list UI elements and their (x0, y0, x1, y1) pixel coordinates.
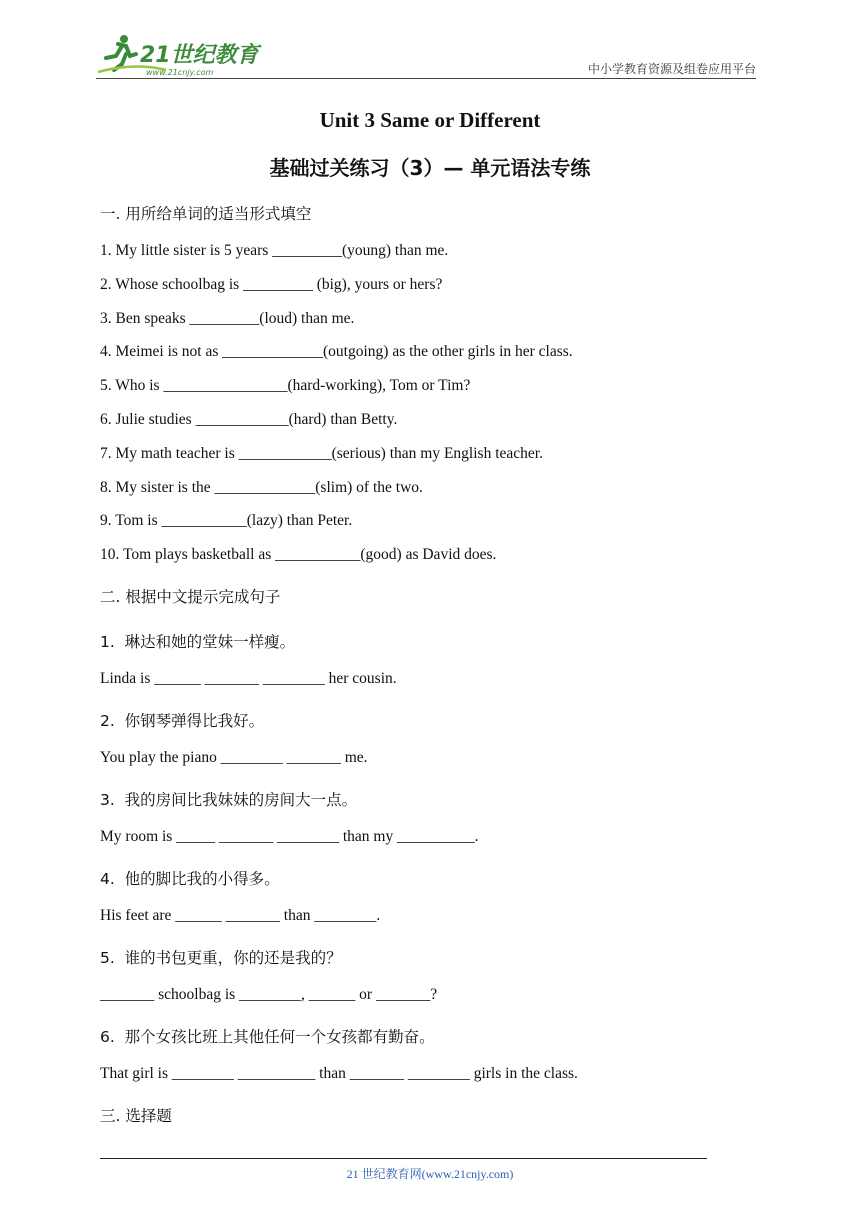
prompt-answer-line: You play the piano ________ _______ me. (100, 749, 368, 766)
logo-21cnjy (96, 32, 266, 78)
exercise-item: 7. My math teacher is ____________(serious) than my English teacher. (100, 445, 543, 462)
prompt-chinese: 6. 那个女孩比班上其他任何一个女孩都有勤奋。 (100, 1028, 435, 1046)
section3-heading: 三. 选择题 (100, 1107, 172, 1125)
logo-text: 21世纪教育 (140, 43, 259, 68)
exercise-item: 10. Tom plays basketball as ___________(good) as David does. (100, 546, 497, 563)
section2-heading: 二. 根据中文提示完成句子 (100, 588, 281, 606)
prompt-answer-line: Linda is ______ _______ ________ her cousin. (100, 670, 397, 687)
exercise-item: 3. Ben speaks _________(loud) than me. (100, 310, 355, 327)
prompt-chinese: 3. 我的房间比我妹妹的房间大一点。 (100, 791, 358, 809)
page-header (96, 28, 756, 80)
prompt-answer-line: His feet are ______ _______ than ________. (100, 907, 381, 924)
prompt-chinese: 2. 你钢琴弹得比我好。 (100, 712, 265, 730)
exercise-item: 5. Who is ________________(hard-working), Tom or Tim? (100, 377, 471, 394)
exercise-item: 9. Tom is ___________(lazy) than Peter. (100, 512, 353, 529)
exercise-item: 1. My little sister is 5 years _________(young) than me. (100, 242, 449, 259)
section1-heading: 一. 用所给单词的适当形式填空 (100, 205, 312, 223)
title-english: Unit 3 Same or Different (319, 108, 541, 132)
logo-url: www.21cnjy.com (146, 68, 214, 77)
prompt-answer-line: That girl is ________ __________ than _______ ________ girls in the class. (100, 1065, 578, 1082)
prompt-answer-line: _______ schoolbag is ________, ______ or _______? (100, 986, 438, 1003)
footer-link[interactable]: 21 世纪教育网(www.21cnjy.com) (346, 1167, 514, 1181)
prompt-answer-line: My room is _____ _______ ________ than my __________. (100, 828, 479, 845)
exercise-item: 8. My sister is the _____________(slim) of the two. (100, 479, 423, 496)
header-platform-text: 中小学教育资源及组卷应用平台 (587, 62, 756, 76)
prompt-chinese: 4. 他的脚比我的小得多。 (100, 870, 280, 888)
prompt-chinese: 1. 琳达和她的堂妹一样瘦。 (100, 633, 296, 651)
exercise-item: 6. Julie studies ____________(hard) than Betty. (100, 411, 398, 428)
prompt-chinese: 5. 谁的书包更重，你的还是我的？ (100, 949, 342, 967)
exercise-item: 4. Meimei is not as _____________(outgoing) as the other girls in her class. (100, 343, 573, 360)
footer-divider (100, 1158, 707, 1159)
exercise-item: 2. Whose schoolbag is _________ (big), yours or hers? (100, 276, 443, 293)
header-divider (96, 78, 756, 79)
title-chinese: 基础过关练习（3）— 单元语法专练 (269, 156, 591, 180)
